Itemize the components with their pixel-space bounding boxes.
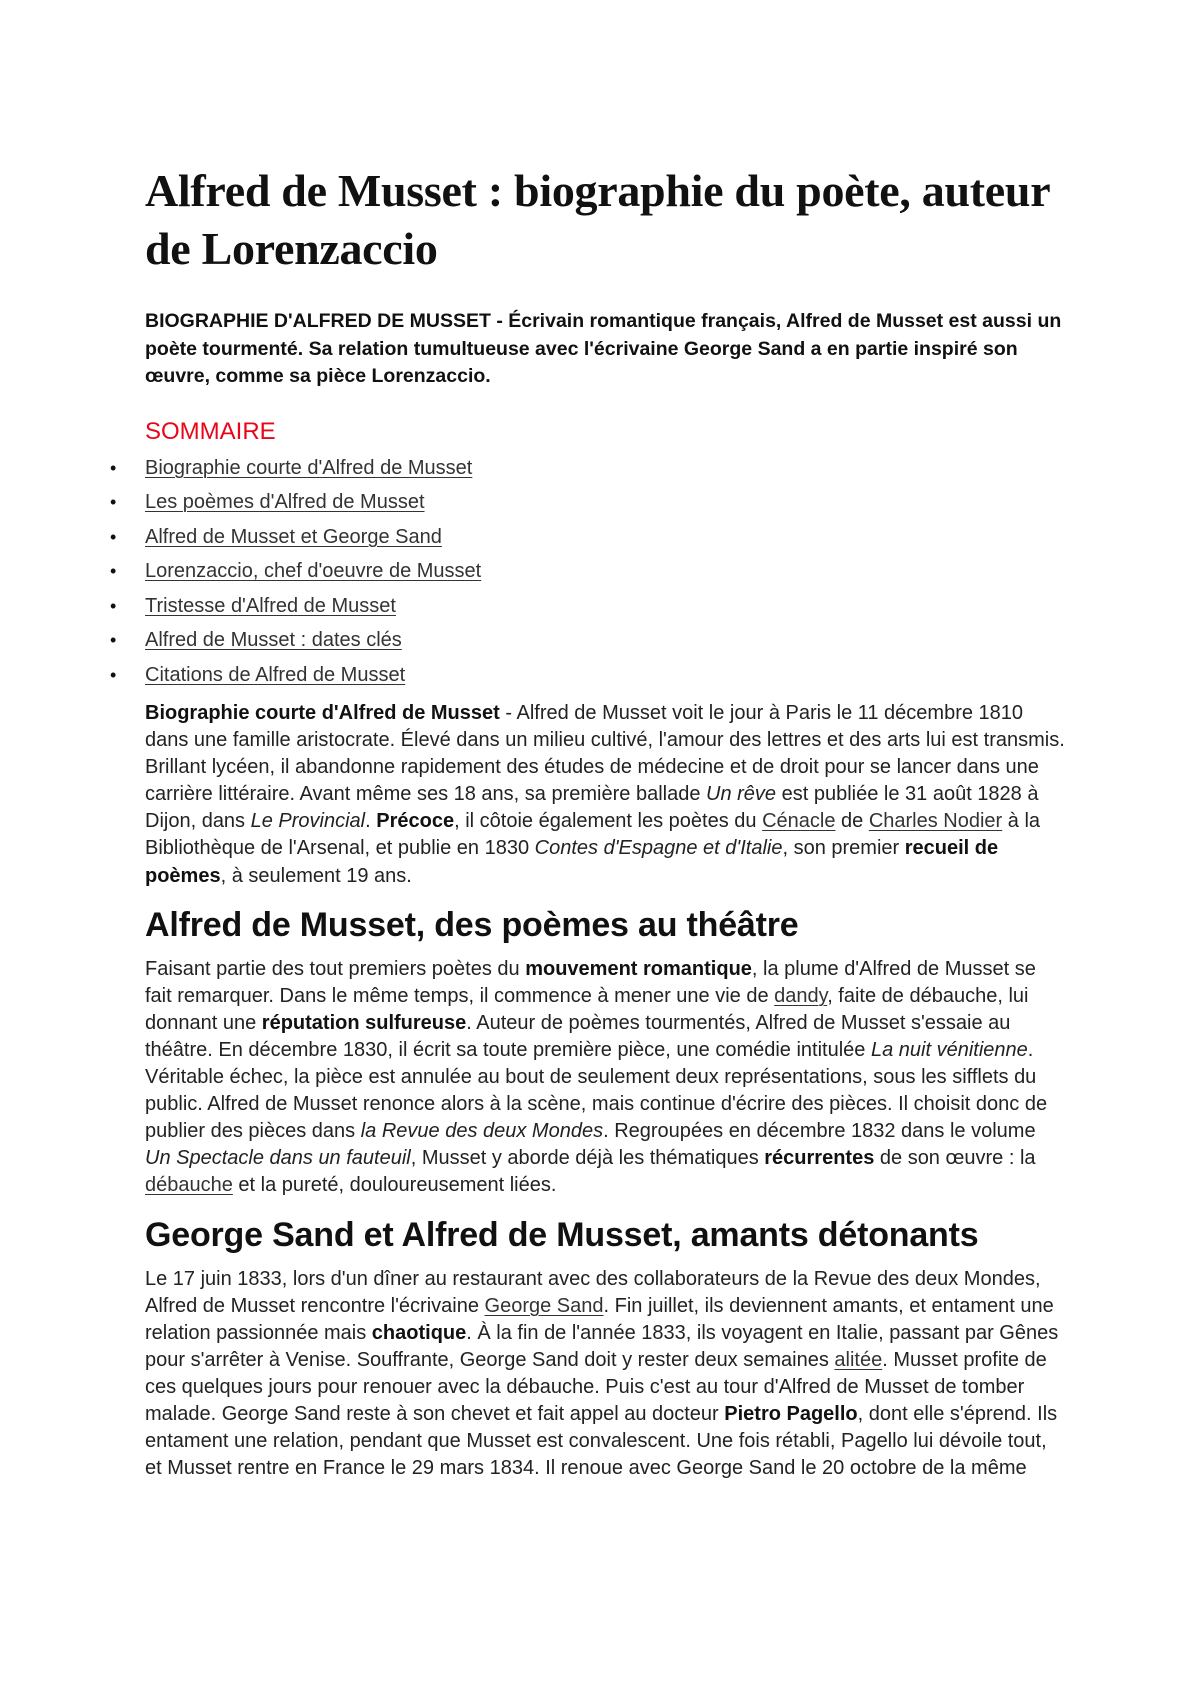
text-run: - Alfred de Musset voit le jour à Paris le 11 décembre 1810 dans une famille aristocrate. Élevé dans un milieu cultivé, l'amour des lettres et des arts lui est transmis. Brillant lycéen, il abandonne rapidement des études de médecine et de droit pour se lancer dans une carrière littéraire. Avant même ses 18 ans, sa première ballade xyxy=(145,702,1065,806)
summary-link-dates[interactable]: Alfred de Musset : dates clés xyxy=(145,629,402,651)
text-run: , il côtoie également les poètes du xyxy=(454,810,763,833)
bold-term: Précoce xyxy=(376,810,455,833)
link-cenacle[interactable]: Cénacle xyxy=(762,810,836,833)
bullet-icon: • xyxy=(110,630,117,650)
summary-item xyxy=(110,623,1065,658)
text-run: est publiée le 31 août 1828 à Dijon, dans xyxy=(145,783,1039,833)
summary-heading: SOMMAIRE xyxy=(145,417,276,445)
bold-term: chaotique xyxy=(371,1321,467,1344)
bullet-icon: • xyxy=(110,664,117,685)
text-run: , à seulement 19 ans. xyxy=(220,864,412,887)
bold-term: récurrentes xyxy=(764,1147,875,1170)
summary-item xyxy=(110,658,1065,693)
text-run: , dont elle s'éprend. Ils entament une relation, pendant que Musset est convalescent. Une fois rétabli, Pagello lui dévoile tout, et Musset rentre en France le 29 mars 1834. Il renoue avec George Sand le 20 octobre de la même xyxy=(145,1402,1058,1480)
text-run: . Regroupées en décembre 1832 dans le volume xyxy=(603,1120,1036,1143)
section-heading-george-sand: George Sand et Alfred de Musset, amants détonants xyxy=(145,1215,979,1254)
text-run: de xyxy=(835,810,869,833)
text-run: , la plume d'Alfred de Musset se fait remarquer. Dans le même temps, il commence à mener une vie de xyxy=(145,957,1036,1007)
summary-link-biographie[interactable]: Biographie courte d'Alfred de Musset xyxy=(145,456,473,479)
bio-lead: Biographie courte d'Alfred de Musset xyxy=(145,702,500,724)
text-run: . Fin juillet, ils deviennent amants, et entament une relation passionnée mais xyxy=(145,1294,1054,1344)
intro-paragraph: BIOGRAPHIE D'ALFRED DE MUSSET - Écrivain romantique français, Alfred de Musset est aussi un poète tourmenté. Sa relation tumultueuse avec l'écrivaine George Sand a en partie inspiré son œuvre, comme sa pièce Lorenzaccio. xyxy=(145,310,1062,387)
summary-link-citations[interactable]: Citations de Alfred de Musset xyxy=(145,663,406,686)
section-heading-poemes: Alfred de Musset, des poèmes au théâtre xyxy=(145,905,799,944)
section-paragraph-george-sand xyxy=(145,1266,1065,1483)
text-run: . Auteur de poèmes tourmentés, Alfred de Musset s'essaie au théâtre. En décembre 1830, il écrit sa toute première pièce, une comédie intitulée xyxy=(145,1011,1011,1061)
italic-title: Un Spectacle dans un fauteuil xyxy=(145,1147,411,1170)
text-run: . À la fin de l'année 1833, ils voyagent en Italie, passant par Gênes pour s'arrêter à Venise. Souffrante, George Sand doit y rester deux semaines xyxy=(145,1321,1059,1371)
bold-term: réputation sulfureuse xyxy=(261,1011,467,1034)
text-run: , faite de débauche, lui donnant une xyxy=(145,984,1029,1034)
text-run: et la pureté, douloureusement liées. xyxy=(232,1174,557,1197)
bullet-icon: • xyxy=(110,526,117,547)
italic-title: Le Provincial xyxy=(250,810,366,833)
text-run: . xyxy=(365,810,377,833)
italic-title: Un rêve xyxy=(706,783,777,806)
section-paragraph-poemes xyxy=(145,956,1065,1200)
summary-list xyxy=(110,451,1065,693)
bio-paragraph xyxy=(145,700,1065,890)
link-george-sand[interactable]: George Sand xyxy=(484,1294,604,1317)
italic-title: la Revue des deux Mondes xyxy=(360,1120,604,1143)
page-title: Alfred de Musset : biographie du poète, auteur de Lorenzaccio xyxy=(145,165,1050,274)
text-run: . Véritable échec, la pièce est annulée au bout de seulement deux représentations, sous les sifflets du public. Alfred de Musset renonce alors à la scène, mais continue d'écrire des pièces. Il choisit donc de publier des pièces dans xyxy=(145,1038,1048,1143)
bullet-icon: • xyxy=(110,595,117,616)
text-run: Faisant partie des tout premiers poètes du xyxy=(145,957,526,980)
summary-item xyxy=(110,554,1065,589)
summary-item xyxy=(110,589,1065,624)
summary-item xyxy=(110,485,1065,520)
bullet-icon: • xyxy=(110,561,117,581)
text-run: à la Bibliothèque de l'Arsenal, et publie en 1830 xyxy=(145,810,1041,860)
bold-term: Pietro Pagello xyxy=(724,1402,858,1425)
italic-title: La nuit vénitienne xyxy=(870,1038,1028,1061)
text-run: . Musset profite de ces quelques jours pour renouer avec la débauche. Puis c'est au tour d'Alfred de Musset de tomber malade. George Sand reste à son chevet et fait appel au docteur xyxy=(145,1348,1047,1425)
link-dandy[interactable]: dandy xyxy=(774,984,828,1007)
italic-title: Contes d'Espagne et d'Italie xyxy=(534,837,783,860)
bullet-icon: • xyxy=(110,457,117,478)
summary-link-poemes[interactable]: Les poèmes d'Alfred de Musset xyxy=(145,491,425,513)
bold-term: recueil de poèmes xyxy=(145,837,999,887)
summary-link-george-sand[interactable]: Alfred de Musset et George Sand xyxy=(145,525,442,548)
text-run: de son œuvre : la xyxy=(874,1147,1036,1170)
summary-item xyxy=(110,451,1065,486)
text-run: , son premier xyxy=(782,837,905,860)
text-run: , Musset y aborde déjà les thématiques xyxy=(410,1147,765,1170)
text-run: Le 17 juin 1833, lors d'un dîner au restaurant avec des collaborateurs de la Revue des deux Mondes, Alfred de Musset rencontre l'écrivaine xyxy=(145,1267,1041,1317)
article xyxy=(110,162,1065,1482)
link-alitee[interactable]: alitée xyxy=(834,1348,883,1371)
bullet-icon: • xyxy=(110,492,117,512)
summary-link-tristesse[interactable]: Tristesse d'Alfred de Musset xyxy=(145,594,396,617)
bold-term: mouvement romantique xyxy=(525,957,752,980)
summary-item xyxy=(110,520,1065,555)
link-charles-nodier[interactable]: Charles Nodier xyxy=(868,810,1003,833)
link-debauche[interactable]: débauche xyxy=(145,1174,233,1197)
summary-link-lorenzaccio[interactable]: Lorenzaccio, chef d'oeuvre de Musset xyxy=(145,560,482,582)
